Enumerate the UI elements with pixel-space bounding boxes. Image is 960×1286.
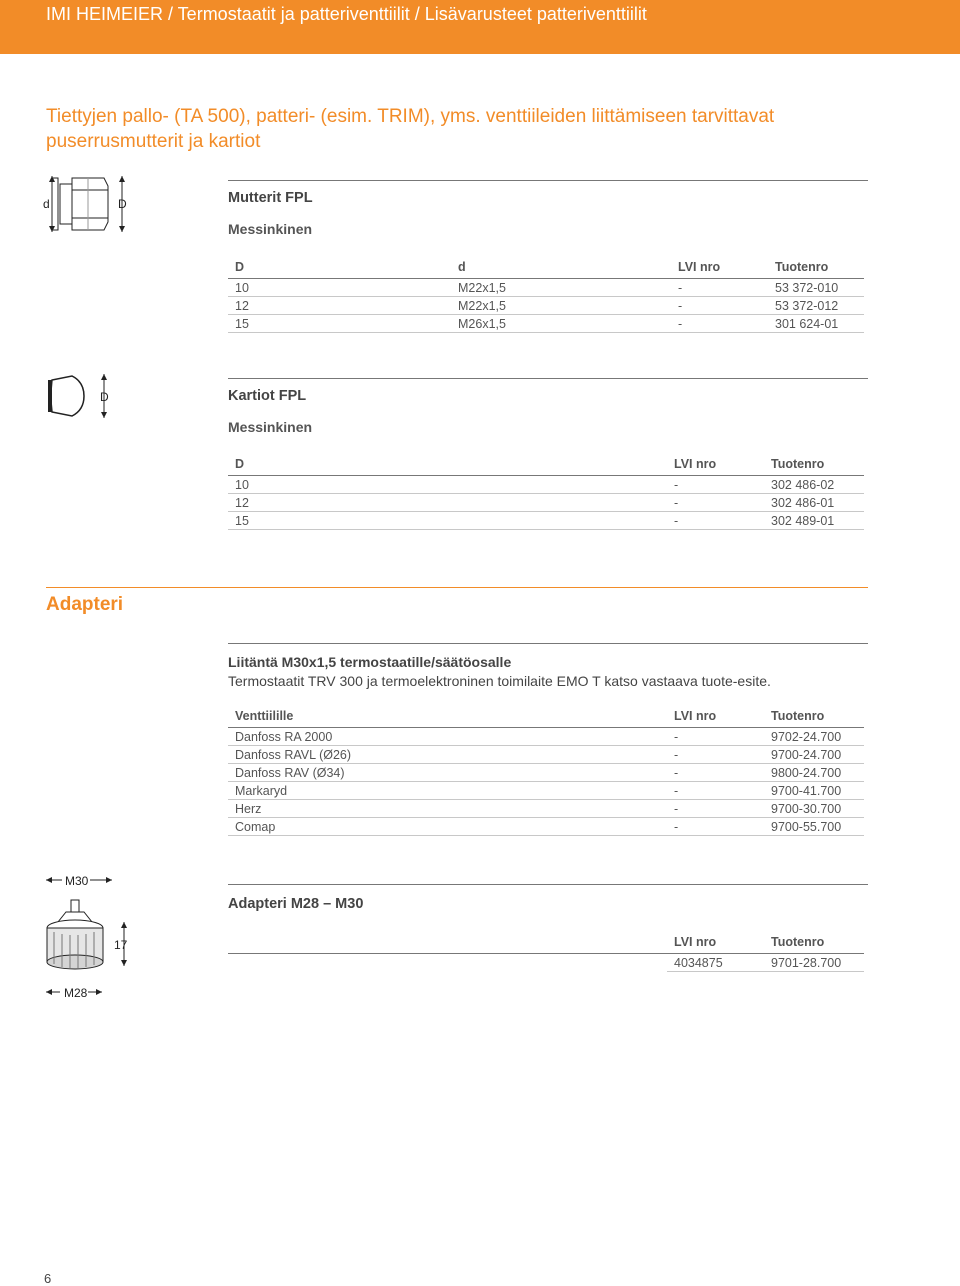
page-header-bar bbox=[0, 0, 960, 54]
kartiot-title: Kartiot FPL bbox=[228, 388, 307, 404]
adapter-label-top: M30 bbox=[65, 874, 89, 888]
table-header-row bbox=[228, 705, 864, 728]
cell: - bbox=[667, 746, 764, 764]
cell: - bbox=[667, 800, 764, 818]
section-divider bbox=[228, 378, 868, 379]
adapteri-table bbox=[228, 705, 864, 836]
adapteri-subtitle: Liitäntä M30x1,5 termostaatille/säätöosalle bbox=[228, 654, 512, 670]
nut-label-d: d bbox=[43, 197, 50, 211]
table-row bbox=[228, 954, 864, 972]
cell: 4034875 bbox=[667, 954, 764, 972]
cell: 302 489-01 bbox=[764, 512, 864, 530]
cell: 9800-24.700 bbox=[764, 764, 864, 782]
nut-label-D: D bbox=[118, 197, 127, 211]
table-header-row bbox=[228, 453, 864, 476]
cell: 302 486-01 bbox=[764, 494, 864, 512]
adapter-label-height: 17 bbox=[114, 938, 128, 952]
table-row bbox=[228, 728, 864, 746]
table-row bbox=[228, 512, 864, 530]
cell: - bbox=[667, 512, 764, 530]
column-header: Venttiilille bbox=[228, 705, 667, 728]
empty-header bbox=[228, 931, 667, 954]
cell: 53 372-012 bbox=[768, 297, 864, 315]
mutterit-table bbox=[228, 256, 864, 333]
cell: - bbox=[671, 315, 768, 333]
cell: - bbox=[667, 782, 764, 800]
cell: M22x1,5 bbox=[451, 297, 671, 315]
adapteri-m28-title: Adapteri M28 – M30 bbox=[228, 896, 364, 912]
adapter-m28-illustration bbox=[40, 874, 140, 1002]
cell: Herz bbox=[228, 800, 667, 818]
cell: 10 bbox=[228, 476, 667, 494]
section-divider bbox=[228, 180, 868, 181]
table-row bbox=[228, 782, 864, 800]
cell: 302 486-02 bbox=[764, 476, 864, 494]
cell: - bbox=[667, 818, 764, 836]
column-header: d bbox=[451, 256, 671, 279]
cell: 15 bbox=[228, 512, 667, 530]
cell: 15 bbox=[228, 315, 451, 333]
breadcrumb: IMI HEIMEIER / Termostaatit ja patteriventtiilit / Lisävarusteet patteriventtiilit bbox=[46, 4, 647, 24]
cell: 9701-28.700 bbox=[764, 954, 864, 972]
cone-ring-illustration bbox=[44, 370, 120, 422]
cone-label-D: D bbox=[100, 390, 109, 404]
cell: Comap bbox=[228, 818, 667, 836]
table-row bbox=[228, 818, 864, 836]
table-row bbox=[228, 476, 864, 494]
cell: Markaryd bbox=[228, 782, 667, 800]
cell: 12 bbox=[228, 494, 667, 512]
table-header-row bbox=[228, 256, 864, 279]
cell: 9702-24.700 bbox=[764, 728, 864, 746]
cell: - bbox=[671, 297, 768, 315]
cell: 9700-24.700 bbox=[764, 746, 864, 764]
column-header: Tuotenro bbox=[768, 256, 864, 279]
table-row bbox=[228, 746, 864, 764]
cell: 53 372-010 bbox=[768, 279, 864, 297]
cell: Danfoss RAV (Ø34) bbox=[228, 764, 667, 782]
table-row bbox=[228, 764, 864, 782]
cell: Danfoss RAVL (Ø26) bbox=[228, 746, 667, 764]
adapteri-section-title: Adapteri bbox=[46, 594, 124, 615]
cell: - bbox=[667, 476, 764, 494]
section-divider bbox=[228, 643, 868, 644]
cell: 12 bbox=[228, 297, 451, 315]
column-header: LVI nro bbox=[667, 931, 764, 954]
column-header: LVI nro bbox=[667, 453, 764, 476]
table-header-row bbox=[228, 931, 864, 954]
table-row bbox=[228, 800, 864, 818]
cell: - bbox=[667, 764, 764, 782]
table-row bbox=[228, 494, 864, 512]
page-number: 6 bbox=[44, 1271, 52, 1286]
adapteri-divider bbox=[46, 587, 868, 588]
mutterit-title: Mutterit FPL bbox=[228, 190, 313, 206]
column-header: D bbox=[228, 453, 667, 476]
adapter-label-bottom: M28 bbox=[64, 986, 88, 1000]
cell: 9700-41.700 bbox=[764, 782, 864, 800]
cell: M26x1,5 bbox=[451, 315, 671, 333]
nut-illustration bbox=[38, 168, 138, 240]
table-row bbox=[228, 279, 864, 297]
mutterit-material: Messinkinen bbox=[228, 221, 313, 237]
cell: 9700-30.700 bbox=[764, 800, 864, 818]
kartiot-table bbox=[228, 453, 864, 530]
cell: 9700-55.700 bbox=[764, 818, 864, 836]
adapteri-m28-table bbox=[228, 931, 864, 972]
adapteri-description: Termostaatit TRV 300 ja termoelektroninen toimilaite EMO T katso vastaava tuote-esite. bbox=[228, 673, 771, 689]
table-row bbox=[228, 297, 864, 315]
column-header: D bbox=[228, 256, 451, 279]
cell: 10 bbox=[228, 279, 451, 297]
column-header: Tuotenro bbox=[764, 931, 864, 954]
cell: M22x1,5 bbox=[451, 279, 671, 297]
kartiot-material: Messinkinen bbox=[228, 419, 313, 435]
cell: Danfoss RA 2000 bbox=[228, 728, 667, 746]
section-divider bbox=[228, 884, 868, 885]
column-header: Tuotenro bbox=[764, 453, 864, 476]
column-header: LVI nro bbox=[671, 256, 768, 279]
cell: - bbox=[667, 728, 764, 746]
page-title: Tiettyjen pallo- (TA 500), patteri- (esim. TRIM), yms. venttiileiden liittämiseen tarvittavat puserrusmutterit ja kartiot bbox=[46, 106, 775, 152]
cell: 301 624-01 bbox=[768, 315, 864, 333]
empty-cell bbox=[228, 954, 667, 972]
table-row bbox=[228, 315, 864, 333]
column-header: Tuotenro bbox=[764, 705, 864, 728]
cell: - bbox=[671, 279, 768, 297]
cell: - bbox=[667, 494, 764, 512]
column-header: LVI nro bbox=[667, 705, 764, 728]
